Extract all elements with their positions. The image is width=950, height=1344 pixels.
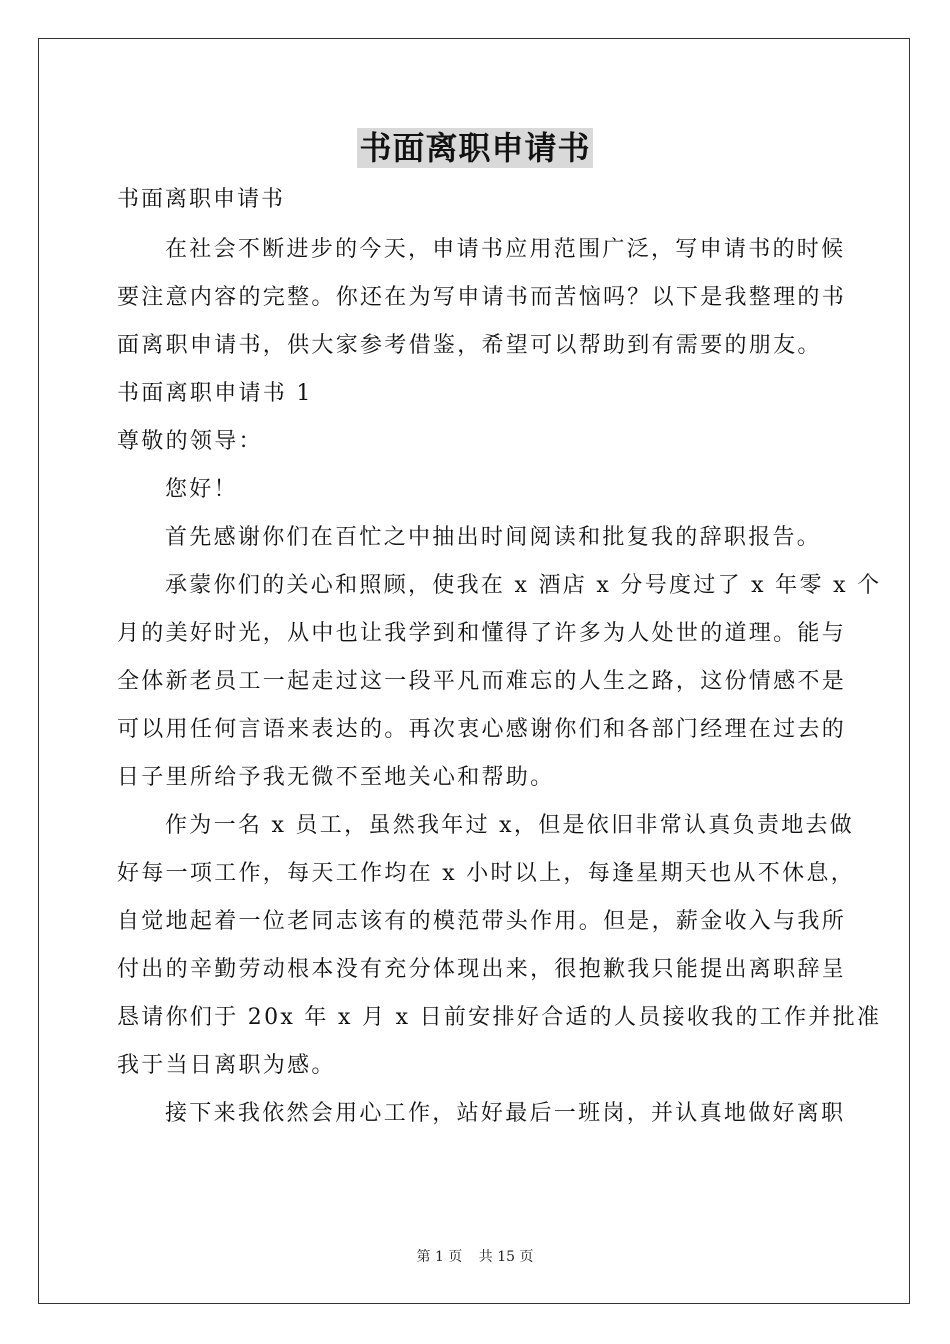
document-body bbox=[117, 180, 882, 1138]
paragraph-line: 面离职申请书，供大家参考借鉴，希望可以帮助到有需要的朋友。 bbox=[117, 333, 822, 358]
paragraph-line: 承蒙你们的关心和照顾，使我在 x 酒店 x 分号度过了 x 年零 x 个 bbox=[165, 573, 882, 598]
paragraph-line: 自觉地起着一位老同志该有的模范带头作用。但是，薪金收入与我所 bbox=[117, 909, 847, 934]
paragraph-line: 在社会不断进步的今天，申请书应用范围广泛，写申请书的时候 bbox=[165, 237, 846, 262]
paragraph-2 bbox=[117, 562, 882, 802]
page-number: 第 1 页 bbox=[416, 1249, 463, 1265]
greeting: 您好！ bbox=[165, 477, 238, 502]
paragraph-line: 全体新老员工一起走过这一段平凡而难忘的人生之路，这份情感不是 bbox=[117, 669, 847, 694]
paragraph-1: 首先感谢你们在百忙之中抽出时间阅读和批复我的辞职报告。 bbox=[165, 525, 822, 550]
document-title: 书面离职申请书 bbox=[359, 129, 591, 167]
paragraph-line: 我于当日离职为感。 bbox=[117, 1053, 336, 1078]
paragraph-line: 月的美好时光，从中也让我学到和懂得了许多为人处世的道理。能与 bbox=[117, 621, 847, 646]
paragraph-line: 日子里所给予我无微不至地关心和帮助。 bbox=[117, 765, 555, 790]
paragraph-line: 恳请你们于 20x 年 x 月 x 日前安排好合适的人员接收我的工作并批准 bbox=[117, 1005, 882, 1030]
paragraph-4: 接下来我依然会用心工作，站好最后一班岗，并认真地做好离职 bbox=[165, 1101, 846, 1126]
section-heading: 书面离职申请书 1 bbox=[117, 381, 313, 406]
page-total: 共 15 页 bbox=[478, 1249, 534, 1265]
paragraph-line: 付出的辛勤劳动根本没有充分体现出来，很抱歉我只能提出离职辞呈 bbox=[117, 957, 847, 982]
paragraph-line: 作为一名 x 员工，虽然我年过 x，但是依旧非常认真负责地去做 bbox=[165, 813, 855, 838]
title-container bbox=[0, 128, 950, 168]
intro-paragraph bbox=[117, 226, 847, 370]
salutation: 尊敬的领导： bbox=[117, 429, 263, 454]
paragraph-3 bbox=[117, 802, 882, 1090]
paragraph-line: 好每一项工作，每天工作均在 x 小时以上，每逢星期天也从不休息， bbox=[117, 861, 855, 886]
page-footer bbox=[0, 1248, 950, 1266]
paragraph-line: 要注意内容的完整。你还在为写申请书而苦恼吗？以下是我整理的书 bbox=[117, 285, 847, 310]
subtitle: 书面离职申请书 bbox=[117, 187, 286, 212]
paragraph-line: 可以用任何言语来表达的。再次衷心感谢你们和各部门经理在过去的 bbox=[117, 717, 847, 742]
